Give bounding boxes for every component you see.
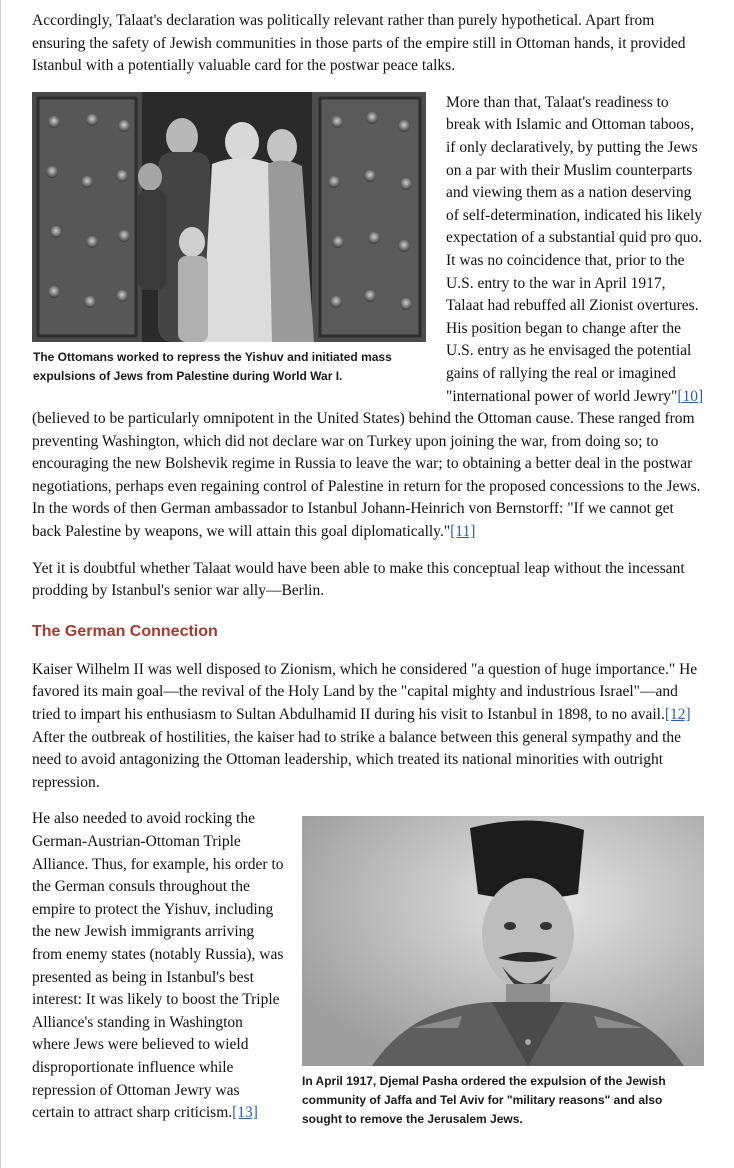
figure-ottoman-expulsion — [32, 92, 426, 386]
figure-2-caption: In April 1917, Djemal Pasha ordered the expulsion of the Jewish community of Jaffa and Tel Aviv for "military reasons" and also sought to remove the Jerusalem Jews. — [302, 1074, 666, 1127]
footnote-link-13[interactable]: [13] — [232, 1104, 258, 1122]
paragraph-5-text: He also needed to avoid rocking the German-Austrian-Ottoman Triple Alliance. Thus, for example, his order to the German consuls throughout the empire to protect the Yishuv, including the new Jewish immigrants arriving from enemy states (notably Russia), was presented as being in Istanbul's best interest: It was likely to boost the Triple Alliance's standing in Washington where Jews were believed to wield disproportionate influence while repression of Ottoman Jewry was certain to attract sharp criticism. — [32, 810, 284, 1122]
footnote-link-11[interactable]: [11] — [450, 523, 476, 541]
paragraph-4-text-a: Kaiser Wilhelm II was well disposed to Zionism, which he considered "a question of huge importance." He favored its main goal—the revival of the Holy Land by the "capital mighty and industrious Israel"—and tried to impart his enthusiasm to Sultan Abdulhamid II during his visit to Istanbul in 1898, to no avail. — [32, 660, 698, 724]
footnote-link-12[interactable]: [12] — [664, 706, 691, 724]
photo-djemal-pasha-portrait — [302, 816, 704, 1066]
figure-1-caption: The Ottomans worked to repress the Yishuv and initiated mass expulsions of Jews from Palestine during World War I. — [33, 349, 392, 383]
paragraph-1: Accordingly, Talaat's declaration was politically relevant rather than purely hypothetical. Apart from ensuring the safety of Jewish communities in those parts of the empire still in Ottoman hands, it provided Istanbul with a potentially valuable card for the postwar peace talks. — [32, 12, 686, 75]
footnote-link-10[interactable]: [10] — [677, 387, 704, 405]
section-heading: The German Connection — [32, 622, 218, 640]
paragraph-2-text-a: More than that, Talaat's readiness to break with Islamic and Ottoman taboos, if only declaratively, by putting the Jews on a par with their Muslim counterparts and viewing them as a nation deserving of self-determination, indicated his likely expectation of a substantial quid pro quo. It was no coincidence that, prior to the U.S. entry to the war in April 1917, Talaat had rebuffed all Zionist overtures. His position began to change after the U.S. entry as he envisaged the potential gains of rallying the real or imagined "international power of world Jewry" — [446, 93, 703, 405]
paragraph-4-text-b: After the outbreak of hostilities, the kaiser had to strike a balance between this general sympathy and the need to avoid antagonizing the Ottoman leadership, which treated its national minorities with outright repression. — [32, 728, 682, 791]
figure-djemal-pasha — [302, 816, 704, 1129]
paragraph-4 — [32, 659, 704, 795]
paragraph-2-text-b: (believed to be particularly omnipotent in the United States) behind the Ottoman cause. These ranged from preventing Washington, which did not declare war on Turkey upon joining the war, from doing so; to encouraging the new Bolshevik regime in Russia to leave the war; to obtaining a better deal in the postwar negotiations, perhaps even regaining control of Palestine in return for the proposed concessions to the Jews. In the words of then German ambassador to Istanbul Johann-Heinrich von Bernstorff: "If we cannot get back Palestine by weapons, we will attain this goal diplomatically." — [32, 410, 701, 541]
paragraph-3: Yet it is doubtful whether Talaat would have been able to make this conceptual leap without the incessant prodding by Istanbul's senior war ally—Berlin. — [32, 559, 685, 600]
photo-jewish-families — [32, 92, 426, 342]
